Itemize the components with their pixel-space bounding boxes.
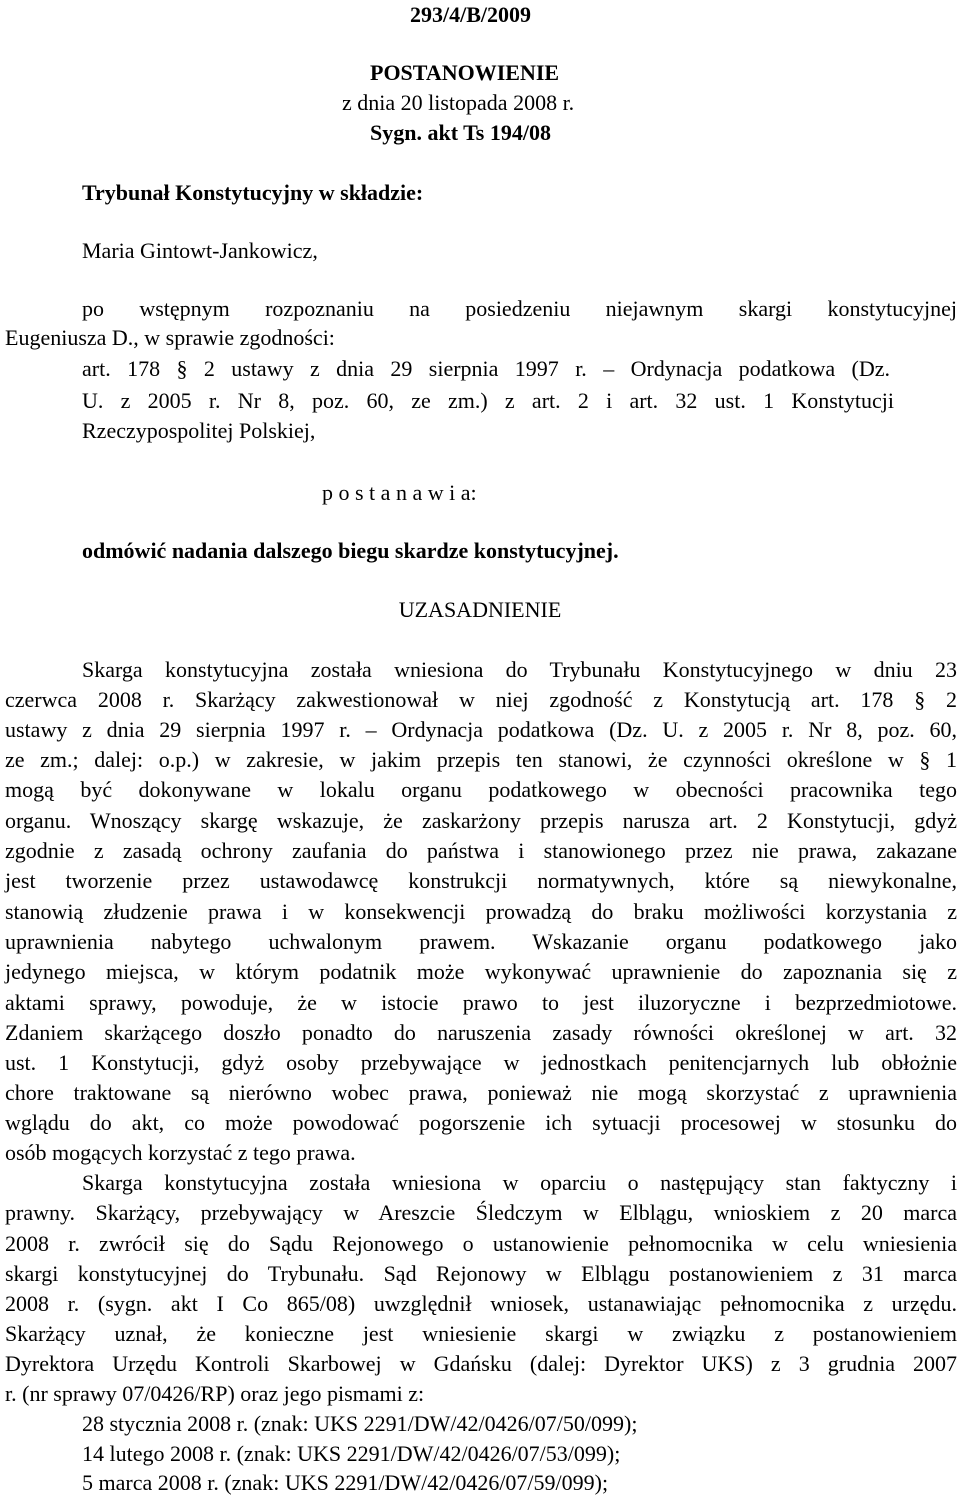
reasoning-heading: UZASADNIENIE <box>398 597 562 622</box>
reasoning-line-24: Dyrektora Urzędu Kontroli Skarbowej w Gdańsku (dalej: Dyrektor UKS) z 3 grudnia 2007 <box>5 1351 957 1376</box>
case-reference: 293/4/B/2009 <box>410 2 532 27</box>
reasoning-line-5: mogą być dokonywane w lokalu organu podatkowego w obecności pracownika tego <box>5 777 957 802</box>
operative-part: odmówić nadania dalszego biegu skardze konstytucyjnej. <box>82 538 619 563</box>
reasoning-line-3: ustawy z dnia 29 sierpnia 1997 r. – Ordynacja podatkowa (Dz. U. z 2005 r. Nr 8, poz. 60, <box>5 717 957 742</box>
decision-label: p o s t a n a w i a: <box>322 480 477 505</box>
reasoning-line-16: wglądu do akt, co może powodować pogorszenie ich sytuacji procesowej w stosunku do <box>5 1110 957 1135</box>
letter-item-3: 5 marca 2008 r. (znak: UKS 2291/DW/42/0426/07/59/099); <box>82 1470 609 1495</box>
reasoning-line-15: chore traktowane są nierówno wobec prawa, ponieważ nie mogą skorzystać z uprawnienia <box>5 1080 957 1105</box>
intro-line-3: art. 178 § 2 ustawy z dnia 29 sierpnia 1997 r. – Ordynacja podatkowa (Dz. <box>82 356 890 381</box>
reasoning-line-18: Skarga konstytucyjna została wniesiona w oparciu o następujący stan faktyczny i <box>82 1170 957 1195</box>
intro-line-1: po wstępnym rozpoznaniu na posiedzeniu niejawnym skargi konstytucyjnej <box>82 296 957 321</box>
letter-item-1: 28 stycznia 2008 r. (znak: UKS 2291/DW/42/0426/07/50/099); <box>82 1411 638 1436</box>
reasoning-line-17: osób mogących korzystać z tego prawa. <box>5 1140 356 1165</box>
letter-item-2: 14 lutego 2008 r. (znak: UKS 2291/DW/42/0426/07/53/099); <box>82 1441 621 1466</box>
intro-line-5: Rzeczypospolitej Polskiej, <box>82 418 316 443</box>
reasoning-line-11: jedynego miejsca, w którym podatnik może wykonywać uprawnienie do zapoznania się z <box>5 959 957 984</box>
reasoning-line-10: uprawnienia nabytego uchwalonym prawem. Wskazanie organu podatkowego jako <box>5 929 957 954</box>
reasoning-line-4: ze zm.; dalej: o.p.) w zakresie, w jakim przepis ten stanowi, że czynności określone w § 1 <box>5 747 957 772</box>
reasoning-line-7: zgodnie z zasadą ochrony zaufania do państwa i stanowionego przez nie prawa, zakazane <box>5 838 957 863</box>
judge-name: Maria Gintowt-Jankowicz, <box>82 238 318 263</box>
reasoning-line-12: aktami sprawy, powoduje, że w istocie prawo to jest iluzoryczne i bezprzedmiotowe. <box>5 990 957 1015</box>
reasoning-line-25: r. (nr sprawy 07/0426/RP) oraz jego pismami z: <box>5 1381 425 1406</box>
intro-line-2: Eugeniusza D., w sprawie zgodności: <box>5 325 335 350</box>
reasoning-line-13: Zdaniem skarżącego doszło ponadto do naruszenia zasady równości określonej w art. 32 <box>5 1020 957 1045</box>
reasoning-line-22: 2008 r. (sygn. akt I Co 865/08) uwzględnił wniosek, ustanawiając pełnomocnika z urzędu. <box>5 1291 957 1316</box>
reasoning-line-8: jest tworzenie przez ustawodawcę konstrukcji normatywnych, które są niewykonalne, <box>5 868 957 893</box>
intro-line-4: U. z 2005 r. Nr 8, poz. 60, ze zm.) z art. 2 i art. 32 ust. 1 Konstytucji <box>82 388 894 413</box>
reasoning-line-9: stanowią złudzenie prawa i w konsekwencji prowadzą do braku możliwości korzystania z <box>5 899 957 924</box>
document-date: z dnia 20 listopada 2008 r. <box>342 90 575 115</box>
document-type: POSTANOWIENIE <box>370 60 560 85</box>
reasoning-line-1: Skarga konstytucyjna została wniesiona do Trybunału Konstytucyjnego w dniu 23 <box>82 657 957 682</box>
reasoning-line-6: organu. Wnoszący skargę wskazuje, że zaskarżony przepis narusza art. 2 Konstytucji, gdyż <box>5 808 957 833</box>
reasoning-line-23: Skarżący uznał, że konieczne jest wniesienie skargi w związku z postanowieniem <box>5 1321 957 1346</box>
reasoning-line-20: 2008 r. zwrócił się do Sądu Rejonowego o ustanowienie pełnomocnika w celu wniesienia <box>5 1231 957 1256</box>
reasoning-line-21: skargi konstytucyjnej do Trybunału. Sąd Rejonowy w Elblągu postanowieniem z 31 marca <box>5 1261 957 1286</box>
case-signature: Sygn. akt Ts 194/08 <box>370 120 551 145</box>
reasoning-line-14: ust. 1 Konstytucji, gdyż osoby przebywające w jednostkach penitencjarnych lub obłożnie <box>5 1050 957 1075</box>
reasoning-line-2: czerwca 2008 r. Skarżący zakwestionował w niej zgodność z Konstytucją art. 178 § 2 <box>5 687 957 712</box>
reasoning-line-19: prawny. Skarżący, przebywający w Areszcie Śledczym w Elblągu, wnioskiem z 20 marca <box>5 1200 957 1225</box>
composition-heading: Trybunał Konstytucyjny w składzie: <box>82 180 424 205</box>
